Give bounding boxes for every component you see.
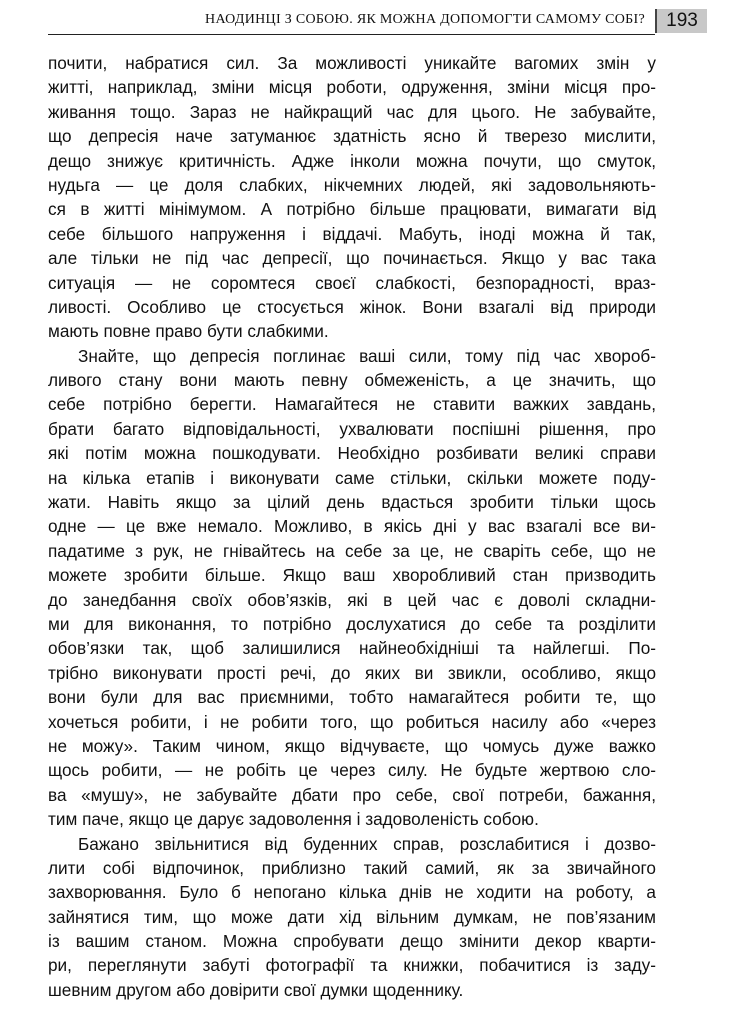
text-line: трібно виконувати прості речі, до яких ви звикли, особливо, якщо (48, 662, 656, 683)
text-line: на кілька етапів і виконувати саме стільки, скільки можете поду- (48, 467, 656, 488)
running-header-title: НАОДИНЦІ З СОБОЮ. ЯК МОЖНА ДОПОМОГТИ САМОМУ СОБІ? (205, 12, 645, 27)
text-line: живання тощо. Зараз не найкращий час для цього. Не забувайте, (48, 101, 656, 122)
running-header (48, 8, 655, 35)
body-text (48, 51, 656, 1002)
text-line: зайнятися тим, що може дати хід вільним думкам, не пов’язаним (48, 906, 656, 927)
paragraph (48, 51, 656, 344)
text-line: Бажано звільнитися від буденних справ, розслабитися і дозво- (78, 833, 656, 854)
text-line: хочеться робити, і не робити того, що робиться насилу або «через (48, 711, 656, 732)
text-line: захворювання. Було б непогано кілька днів не ходити на роботу, а (48, 882, 656, 903)
text-line: себе більшого напруження і віддачі. Мабуть, іноді можна й так, (48, 223, 656, 244)
text-line: одне — це вже немало. Можливо, в якісь дні у вас взагалі все ви- (48, 516, 656, 537)
text-line: ри, переглянути забуті фотографії та книжки, побачитися із заду- (48, 955, 656, 976)
text-line: себе потрібно берегти. Намагайтеся не ставити важких завдань, (48, 394, 656, 415)
text-line: ми для виконання, то потрібно дослухатися до себе та розділити (48, 613, 656, 634)
text-line: ливого стану вони мають певну обмеженість, а це значить, що (48, 370, 656, 391)
text-line: тим паче, якщо це дарує задоволення і задоволеність собою. (48, 809, 539, 830)
text-line: щось робити, — не робіть це через силу. Не будьте жертвою сло- (48, 760, 656, 781)
text-line: ситуація — не соромтеся своєї слабкості, безпорадності, враз- (48, 272, 656, 293)
text-line: падатиме з рук, не гнівайтесь на себе за це, не сваріть себе, що не (48, 540, 656, 561)
text-line: мають повне право бути слабкими. (48, 321, 329, 342)
text-line: брати багато відповідальності, ухвалювати поспішні рішення, про (48, 418, 656, 439)
text-line: не можу». Таким чином, якщо відчуваєте, що чомусь дуже важко (48, 735, 656, 756)
text-line: які потім можна пошкодувати. Необхідно розбивати великі справи (48, 443, 656, 464)
text-line: до занедбання своїх обов’язків, які в цей час є доволі складни- (48, 589, 656, 610)
page-number-box (655, 9, 707, 33)
text-line: лити собі відпочинок, приблизно такий самий, як за звичайного (48, 857, 656, 878)
text-line: ся в житті мінімумом. А потрібно більше працювати, вимагати від (48, 199, 656, 220)
text-line: житті, наприклад, зміни місця роботи, одруження, зміни місця про- (48, 77, 656, 98)
text-line: обов’язки так, щоб залишилися найнеобхідніші та найлегші. По- (48, 638, 656, 659)
text-line: але тільки не під час депресії, що починається. Якщо у вас така (48, 248, 656, 269)
text-line: вони були для вас приємними, тобто намагайтеся робити те, що (48, 687, 656, 708)
text-line: нудьга — це доля слабких, нікчемних людей, які задовольняють- (48, 174, 656, 195)
text-line: можете зробити більше. Якщо ваш хворобливий стан призводить (48, 565, 656, 586)
text-line: ва «мушу», не забувайте дбати про себе, свої потреби, бажання, (48, 784, 656, 805)
text-line: шевним другом або довірити свої думки щоденнику. (48, 979, 464, 1000)
text-line: жати. Навіть якщо за цілий день вдасться зробити тільки щось (48, 492, 656, 513)
text-line: почити, набратися сил. За можливості уникайте вагомих змін у (48, 53, 656, 73)
text-line: ливості. Особливо це стосується жінок. Вони взагалі від природи (48, 296, 656, 317)
page-number: 193 (666, 10, 698, 31)
text-line: дещо знижує критичність. Адже інколи можна почути, що смуток, (48, 150, 656, 171)
paragraph (48, 344, 656, 832)
text-line: Знайте, що депресія поглинає ваші сили, тому під час хвороб- (78, 345, 656, 366)
paragraph (48, 832, 656, 1003)
text-line: що депресія наче затуманює здатність ясно й тверезо мислити, (48, 126, 656, 147)
text-line: із вашим станом. Можна спробувати дещо змінити декор кварти- (48, 931, 656, 952)
